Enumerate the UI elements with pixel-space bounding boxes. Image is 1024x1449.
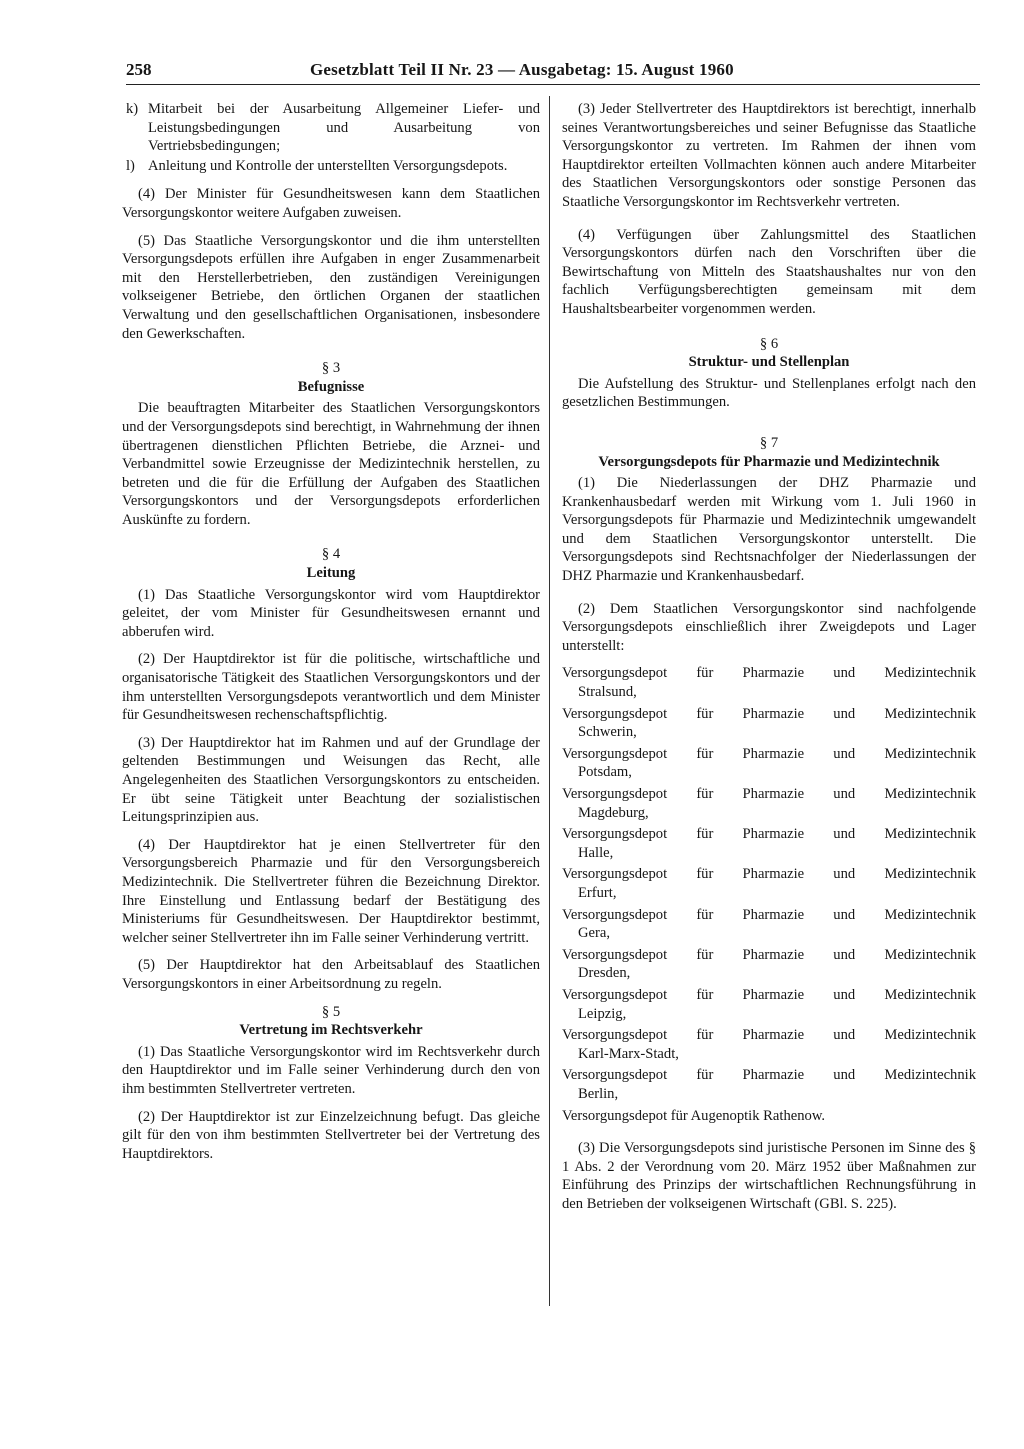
paragraph: (1) Das Staatliche Versorgungskontor wird vom Hauptdirektor geleitet, der vom Minister für Gesundheitswesen ernannt und abberufen wird. [122, 586, 540, 640]
paragraph: (5) Das Staatliche Versorgungskontor und die ihm unterstellten Versorgungsdepots erfüllen ihre Aufgaben in enger Zusammenarbeit mit den Herstellerbetrieben, den zuständigen Vereinigungen volkseigener Betriebe, den örtlichen Organen der staatlichen Verwaltung und den gesellschaftlichen Organisationen, insbesondere den Gewerkschaften. [122, 232, 540, 342]
right-column [562, 100, 976, 1222]
depot-city: Leipzig, [578, 1005, 627, 1022]
depot-entry [562, 1066, 976, 1103]
depot-city: Potsdam, [578, 764, 632, 781]
page-header [126, 60, 980, 85]
paragraph: (1) Die Niederlassungen der DHZ Pharmazie und Krankenhausbedarf werden mit Wirkung vom 1. Juli 1960 in Versorgungsdepots für Pharmazie und Medizintechnik umgewandelt und dem Staatlichen Versorgungskontor unterstellt. Die Versorgungsdepots sind Rechtsnachfolger der Niederlassungen der DHZ Pharmazie und Krankenhausbedarf. [562, 475, 976, 585]
depot-entry [562, 865, 976, 902]
section-number: § 3 [321, 360, 341, 377]
depot-city: Halle, [578, 844, 614, 861]
section-title: Versorgungsdepots für Pharmazie und Medizintechnik [598, 453, 940, 470]
item-label: k) [126, 101, 139, 117]
depot-entry [562, 785, 976, 822]
section-number: § 4 [321, 546, 341, 563]
depot-name: Versorgungsdepot für Pharmazie und Medizintechnik [562, 826, 976, 843]
depot-entry [562, 705, 976, 742]
depot-name: Versorgungsdepot für Augenoptik Rathenow. [562, 1107, 826, 1124]
section-title: Struktur- und Stellenplan [688, 354, 850, 371]
list-item [122, 100, 540, 156]
depot-name: Versorgungsdepot für Pharmazie und Medizintechnik [562, 705, 976, 722]
depot-name: Versorgungsdepot für Pharmazie und Medizintechnik [562, 1067, 976, 1084]
section-number: § 6 [759, 335, 779, 352]
depot-city: Stralsund, [578, 684, 637, 701]
depot-name: Versorgungsdepot für Pharmazie und Medizintechnik [562, 1027, 976, 1044]
depot-entry [562, 745, 976, 782]
paragraph: (2) Der Hauptdirektor ist zur Einzelzeichnung befugt. Das gleiche gilt für den von ihm bestimmten Stellvertreter bei der Vertretung des Hauptdirektors. [122, 1108, 540, 1162]
paragraph: (5) Der Hauptdirektor hat den Arbeitsablauf des Staatlichen Versorgungskontors in einer Arbeitsordnung zu regeln. [122, 957, 540, 992]
depot-city: Schwerin, [578, 724, 637, 741]
depot-name: Versorgungsdepot für Pharmazie und Medizintechnik [562, 745, 976, 762]
section-title: Vertretung im Rechtsverkehr [239, 1022, 423, 1039]
depot-entry [562, 946, 976, 983]
running-title: Gesetzblatt Teil II Nr. 23 — Ausgabetag: 15. August 1960 [310, 60, 734, 79]
depot-name: Versorgungsdepot für Pharmazie und Medizintechnik [562, 665, 976, 682]
section-number: § 5 [321, 1003, 341, 1020]
paragraph: (3) Der Hauptdirektor hat im Rahmen und auf der Grundlage der geltenden Bestimmungen und Weisungen das Recht, alle Angelegenheiten des Staatlichen Versorgungskontors zu entscheiden. Er übt seine Tätigkeit unter Beachtung der sozialistischen Leitungsprinzipien aus. [122, 734, 540, 826]
left-column [122, 100, 540, 1172]
item-label: l) [126, 157, 135, 174]
depot-city: Erfurt, [578, 884, 617, 901]
depot-entry [562, 664, 976, 701]
depot-name: Versorgungsdepot für Pharmazie und Medizintechnik [562, 866, 976, 883]
section-title: Befugnisse [297, 378, 365, 395]
item-text: Anleitung und Kontrolle der unterstellten Versorgungsdepots. [148, 157, 508, 174]
depot-name: Versorgungsdepot für Pharmazie und Medizintechnik [562, 786, 976, 802]
paragraph: (1) Das Staatliche Versorgungskontor wird im Rechtsverkehr durch den Hauptdirektor und im Falle seiner Verhinderung durch den von ihm bestimmten Stellvertreter vertreten. [122, 1043, 540, 1097]
depot-city: Magdeburg, [578, 804, 649, 821]
depot-entry [562, 825, 976, 862]
paragraph: Die beauftragten Mitarbeiter des Staatlichen Versorgungskontors und der Versorgungsdepots sind berechtigt, in Wahrnehmung der ihnen übertragenen dienstlichen Pflichten Betriebe, die Arznei- und Verbandmittel sowie Erzeugnisse der Medizintechnik herstellen, zu betreten und die für die Erfüllung der Aufgaben des Staatlichen Versorgungskontors und der Versorgungsdepots erforderlichen Auskünfte zu fordern. [122, 400, 540, 528]
depot-city: Gera, [578, 925, 611, 942]
paragraph: (3) Die Versorgungsdepots sind juristische Personen im Sinne des § 1 Abs. 2 der Verordnung vom 20. März 1952 über Maßnahmen zur Einführung des Prinzips der wirtschaftlichen Rechnungsführung in den Betrieben der volkseigenen Wirtschaft (GBl. S. 225). [562, 1140, 976, 1212]
paragraph: (4) Der Minister für Gesundheitswesen kann dem Staatlichen Versorgungskontor weitere Aufgaben zuweisen. [122, 186, 540, 221]
paragraph: (3) Jeder Stellvertreter des Hauptdirektors ist berechtigt, innerhalb seines Verantwortungsbereiches und seiner Befugnisse das Staatliche Versorgungskontor zu vertreten. Im Rahmen der ihnen vom Hauptdirektor erteilten Vollmachten können auch andere Mitarbeiter des Staatlichen Versorgungskontors oder sonstige Personen das Staatliche Versorgungskontor im Rechtsverkehr vertreten. [562, 101, 976, 210]
item-text: Mitarbeit bei der Ausarbeitung Allgemeiner Liefer- und Leistungsbedingungen und Ausarbeitung von Vertriebsbedingungen; [148, 101, 540, 155]
depot-city: Berlin, [578, 1085, 619, 1102]
depot-entry [562, 986, 976, 1023]
depot-name: Versorgungsdepot für Pharmazie und Medizintechnik [562, 946, 976, 963]
depot-city: Dresden, [578, 965, 631, 982]
depot-entry [562, 1107, 976, 1126]
depot-list [562, 664, 976, 1103]
section-number: § 7 [759, 434, 779, 451]
paragraph: (2) Der Hauptdirektor ist für die politische, wirtschaftliche und organisatorische Tätigkeit des Staatlichen Versorgungskontors und der ihm unterstellten Versorgungsdepots verantwortlich und dem Minister für Gesundheitswesen rechenschaftspflichtig. [122, 651, 540, 724]
paragraph: Die Aufstellung des Struktur- und Stellenplanes erfolgt nach den gesetzlichen Bestimmungen. [562, 375, 976, 411]
depot-city: Karl-Marx-Stadt, [578, 1045, 679, 1062]
depot-entry [562, 1026, 976, 1063]
paragraph: (4) Der Hauptdirektor hat je einen Stellvertreter für den Versorgungsbereich Pharmazie und für den Versorgungsbereich Medizintechnik. Die Stellvertreter führen die Bezeichnung Direktor. Ihre Einstellung und Entlassung bedarf der Bestätigung des Ministeriums für Gesundheitswesen. Der Hauptdirektor bestimmt, welcher seiner Stellvertreter ihn im Falle seiner Verhinderung vertritt. [122, 836, 540, 946]
page-number: 258 [126, 60, 152, 79]
depot-name: Versorgungsdepot für Pharmazie und Medizintechnik [562, 906, 976, 923]
depot-name: Versorgungsdepot für Pharmazie und Medizintechnik [562, 986, 976, 1003]
section-title: Leitung [306, 565, 356, 582]
paragraph: (2) Dem Staatlichen Versorgungskontor sind nachfolgende Versorgungsdepots einschließlich ihrer Zweigdepots und Lager unterstellt: [562, 600, 976, 654]
paragraph: (4) Verfügungen über Zahlungsmittel des Staatlichen Versorgungskontors dürfen nach den Vorschriften über die Bewirtschaftung von Mitteln des Staatshaushaltes nur von den fachlich Verfügungsberechtigten gemeinsam mit dem Haushaltsbearbeiter vorgenommen werden. [562, 226, 976, 317]
column-divider [549, 96, 550, 1306]
depot-entry [562, 906, 976, 943]
list-item [122, 157, 540, 176]
